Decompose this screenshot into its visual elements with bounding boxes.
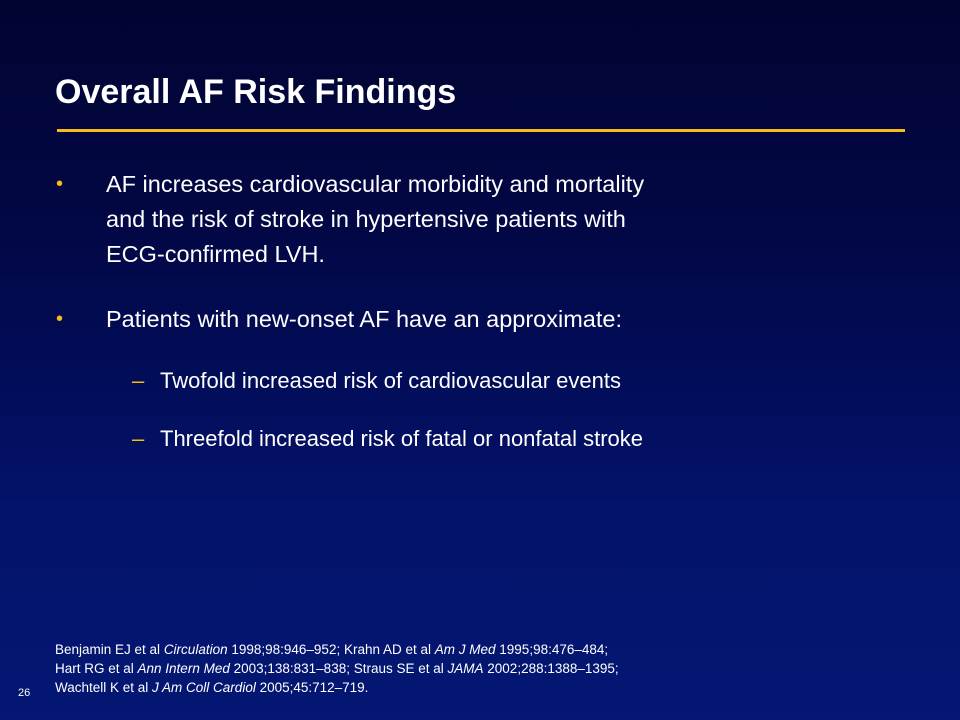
reference-text: Hart RG et al — [55, 661, 138, 676]
bullet-text-line: AF increases cardiovascular morbidity and mortality — [106, 171, 645, 197]
bullet-text-line: Patients with new-onset AF have an approximate: — [106, 306, 622, 332]
page-number: 26 — [18, 687, 31, 699]
dash-icon: – — [132, 368, 145, 393]
reference-text: 2005;45:712–719. — [255, 680, 369, 695]
title-underline — [57, 129, 905, 132]
reference-text: 2003;138:831–838; Straus SE et al — [229, 661, 448, 676]
bullet-text-line: ECG-confirmed LVH. — [106, 241, 325, 267]
reference-text: Benjamin EJ et al — [55, 642, 164, 657]
reference-text: 1998;98:946–952; Krahn AD et al — [227, 642, 435, 657]
sub-bullet-text: Threefold increased risk of fatal or nonfatal stroke — [160, 426, 644, 451]
bullet-text — [106, 167, 816, 272]
reference-line — [55, 678, 835, 697]
journal-name: Circulation — [163, 642, 228, 657]
references — [55, 640, 835, 697]
reference-line — [55, 659, 835, 678]
journal-name: J Am Coll Cardiol — [152, 680, 256, 695]
sub-bullet-text: Twofold increased risk of cardiovascular events — [160, 368, 621, 393]
journal-name: Ann Intern Med — [137, 661, 230, 676]
bullet-icon: • — [56, 173, 64, 195]
journal-name: JAMA — [447, 661, 484, 676]
reference-text: Wachtell K et al — [55, 680, 153, 695]
bullet-text — [106, 302, 816, 337]
dash-icon: – — [132, 426, 145, 451]
journal-name: Am J Med — [434, 642, 496, 657]
reference-text: 2002;288:1388–1395; — [483, 661, 619, 676]
bullet-icon: • — [56, 308, 64, 330]
slide-title: Overall AF Risk Findings — [55, 73, 457, 111]
reference-line — [55, 640, 835, 659]
reference-text: 1995;98:476–484; — [495, 642, 609, 657]
bullet-text-line: and the risk of stroke in hypertensive patients with — [106, 206, 626, 232]
